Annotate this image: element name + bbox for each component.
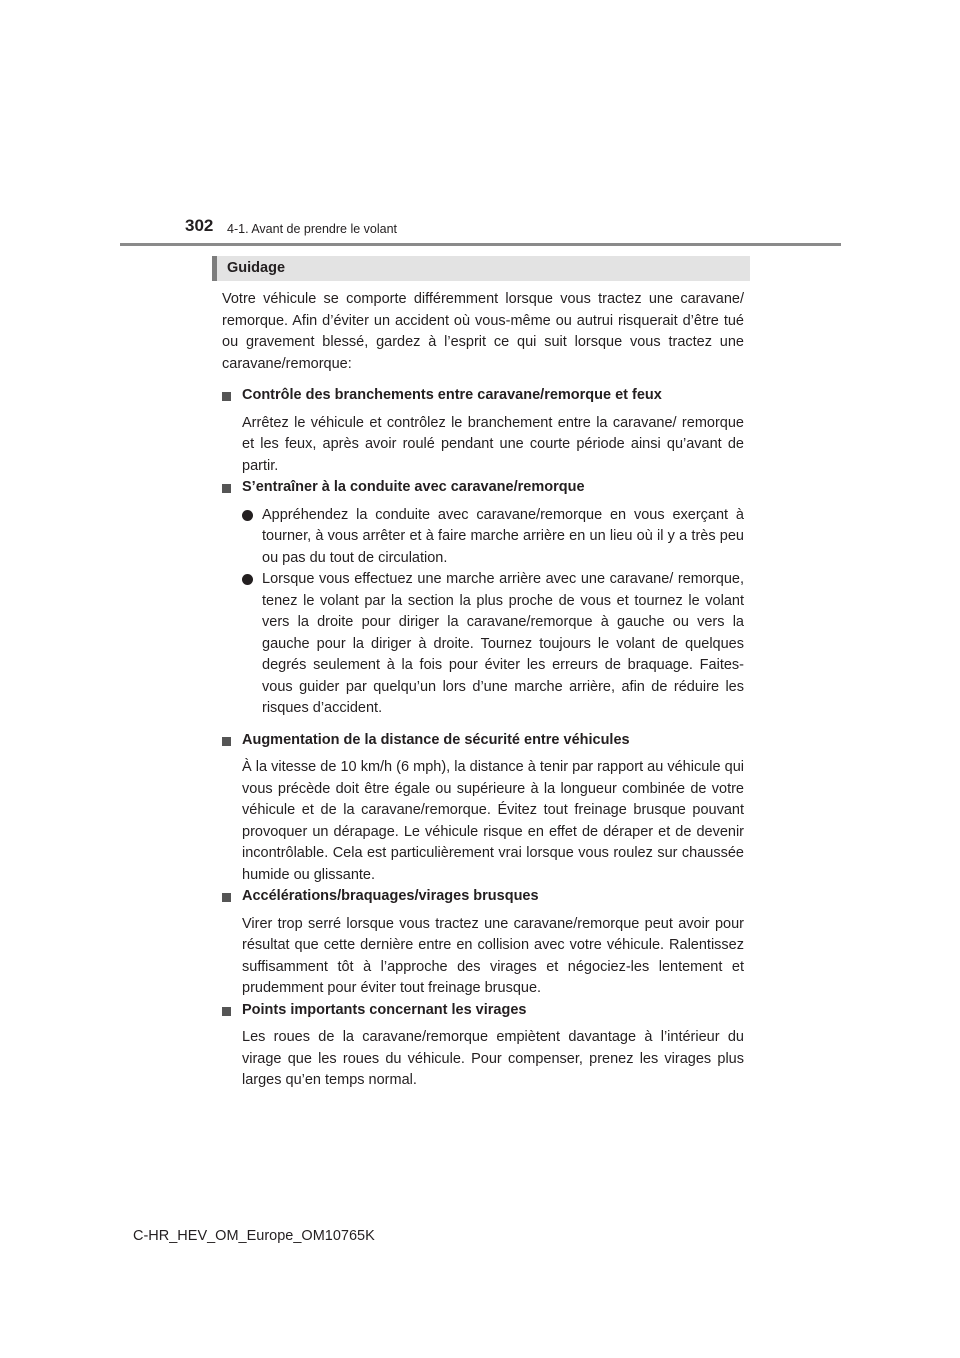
- subsection-heading: Accélérations/braquages/virages brusques: [222, 886, 744, 908]
- square-bullet-icon: [222, 484, 231, 493]
- header-rule: [120, 243, 841, 246]
- intro-paragraph: Votre véhicule se comporte différemment lorsque vous tractez une caravane/ remorque. Afin d’éviter un accident où vous-même ou autrui risquerait d’être tué ou gravement blessé, gardez à l’esprit ce qui suit lorsque vous tractez une caravane/remorque:: [222, 291, 744, 372]
- subsection-branchements: [222, 385, 744, 477]
- subsection-text: Virer trop serré lorsque vous tractez une caravane/remorque peut avoir pour résultat que cette dernière entre en collision avec votre véhicule. Ralentissez suffisamment tôt à l’approche des virages et négociez-les lentement et prudemment pour éviter tout freinage brusque.: [242, 915, 744, 996]
- subsection-text: Les roues de la caravane/remorque empiètent davantage à l’intérieur du virage que les roues du véhicule. Pour compenser, prenez les virages plus larges qu’en temps normal.: [242, 1029, 744, 1088]
- content: [222, 289, 744, 1092]
- bullet-list: [222, 505, 744, 720]
- subsection-accelerations: [222, 886, 744, 1000]
- list-item: Lorsque vous effectuez une marche arrière avec une caravane/ remorque, tenez le volant par la section la plus proche de vous et tournez le volant vers la droite pour diriger la caravane/remorque à gauche ou vers la gauche pour la diriger à droite. Tournez toujours le volant de quelques degrés seulement à la fois pour éviter les erreurs de braquage. Faites-vous guider par quelqu’un lors d’une marche arrière, afin de réduire les risques d’accident.: [242, 569, 744, 720]
- round-bullet-icon: [242, 574, 253, 585]
- subsection-heading: Points importants concernant les virages: [222, 1000, 744, 1022]
- subsection-text: À la vitesse de 10 km/h (6 mph), la distance à tenir par rapport au véhicule qui vous précède doit être égale ou supérieure à la longueur combinée de votre véhicule et de la caravane/remorque. Évitez tout freinage brusque pouvant provoquer un dérapage. Le véhicule risque en effet de déraper et de devenir incontrôlable. Cela est particulièrement vrai lorsque vous roulez sur chaussée humide ou glissante.: [242, 759, 744, 883]
- round-bullet-icon: [242, 510, 253, 521]
- chapter-title: 4-1. Avant de prendre le volant: [227, 222, 398, 236]
- footer-doc-id: C-HR_HEV_OM_Europe_OM10765K: [133, 1228, 375, 1244]
- subsection-heading: Augmentation de la distance de sécurité entre véhicules: [222, 730, 744, 752]
- section-header: [212, 256, 750, 281]
- subsection-text: Arrêtez le véhicule et contrôlez le branchement entre la caravane/ remorque et les feux, après avoir roulé pendant une courte période ainsi qu’avant de partir.: [242, 414, 744, 474]
- subsection-heading: S’entraîner à la conduite avec caravane/remorque: [222, 477, 744, 499]
- square-bullet-icon: [222, 1007, 231, 1016]
- section-title: Guidage: [227, 260, 286, 276]
- subsection-distance: [222, 730, 744, 887]
- page-number: 302: [185, 216, 214, 235]
- subsection-virages: [222, 1000, 744, 1092]
- subsection-heading: Contrôle des branchements entre caravane/remorque et feux: [222, 385, 744, 407]
- square-bullet-icon: [222, 737, 231, 746]
- subsection-entrainement: [222, 477, 744, 720]
- list-item: Appréhendez la conduite avec caravane/remorque en vous exerçant à tourner, à vous arrêter et à faire marche arrière en un lieu où il y a très peu ou pas du tout de circulation.: [242, 505, 744, 570]
- square-bullet-icon: [222, 893, 231, 902]
- square-bullet-icon: [222, 392, 231, 401]
